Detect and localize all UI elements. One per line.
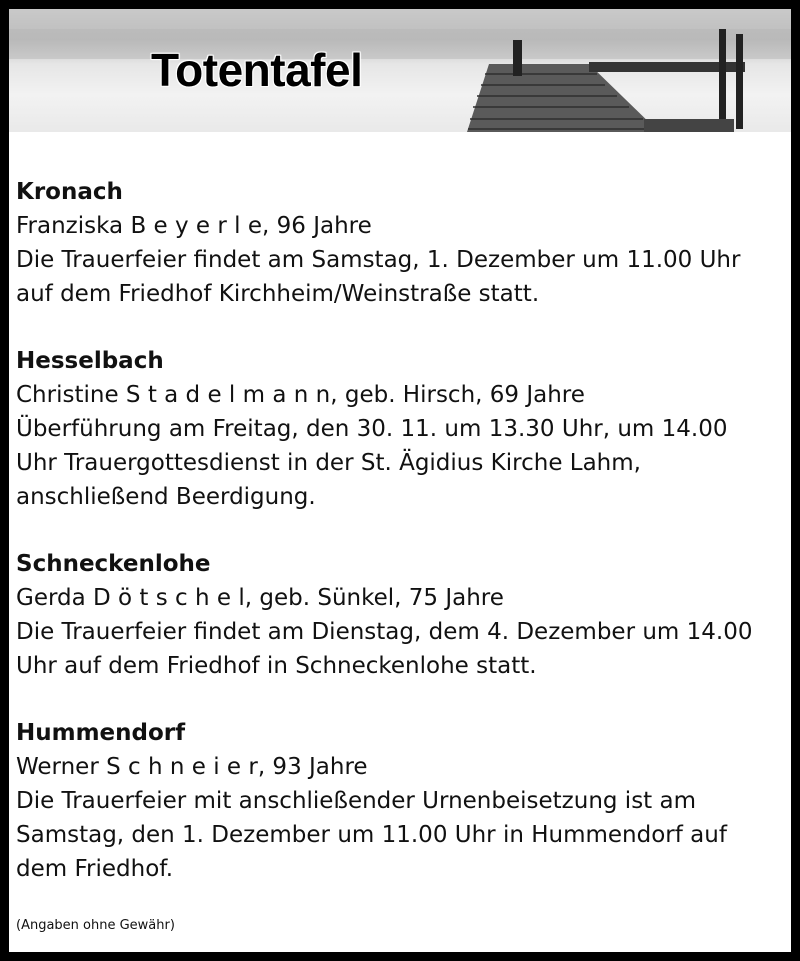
deceased-name: Werner S c h n e i e r, 93 Jahre xyxy=(16,754,368,780)
detail-line: Die Trauerfeier findet am Samstag, 1. Dezember um 11.00 Uhr xyxy=(16,247,741,273)
jetty-image xyxy=(9,9,791,132)
detail-line: Die Trauerfeier findet am Dienstag, dem 4. Dezember um 14.00 xyxy=(16,619,753,645)
place-heading: Hummendorf xyxy=(16,720,186,746)
place-heading: Hesselbach xyxy=(16,348,164,374)
obituary-entry xyxy=(16,547,776,683)
obituary-entry xyxy=(16,344,776,514)
detail-line: dem Friedhof. xyxy=(16,856,174,882)
obituary-entry xyxy=(16,716,776,886)
detail-line: auf dem Friedhof Kirchheim/Weinstraße statt. xyxy=(16,281,540,307)
deceased-name: Gerda D ö t s c h e l, geb. Sünkel, 75 Jahre xyxy=(16,585,504,611)
place-heading: Kronach xyxy=(16,179,123,205)
detail-line: Uhr auf dem Friedhof in Schneckenlohe statt. xyxy=(16,653,537,679)
header-banner xyxy=(9,9,791,132)
detail-line: Überführung am Freitag, den 30. 11. um 13.30 Uhr, um 14.00 xyxy=(16,416,728,442)
page-title: Totentafel xyxy=(151,44,363,96)
deceased-name: Christine S t a d e l m a n n, geb. Hirsch, 69 Jahre xyxy=(16,382,585,408)
deceased-name: Franziska B e y e r l e, 96 Jahre xyxy=(16,213,372,239)
obituary-entry xyxy=(16,175,776,311)
obituary-list xyxy=(16,175,776,919)
detail-line: anschließend Beerdigung. xyxy=(16,484,316,510)
detail-line: Uhr Trauergottesdienst in der St. Ägidius Kirche Lahm, xyxy=(16,450,641,476)
detail-line: Samstag, den 1. Dezember um 11.00 Uhr in Hummendorf auf xyxy=(16,822,727,848)
detail-line: Die Trauerfeier mit anschließender Urnenbeisetzung ist am xyxy=(16,788,697,814)
disclaimer: (Angaben ohne Gewähr) xyxy=(16,918,175,933)
place-heading: Schneckenlohe xyxy=(16,551,211,577)
